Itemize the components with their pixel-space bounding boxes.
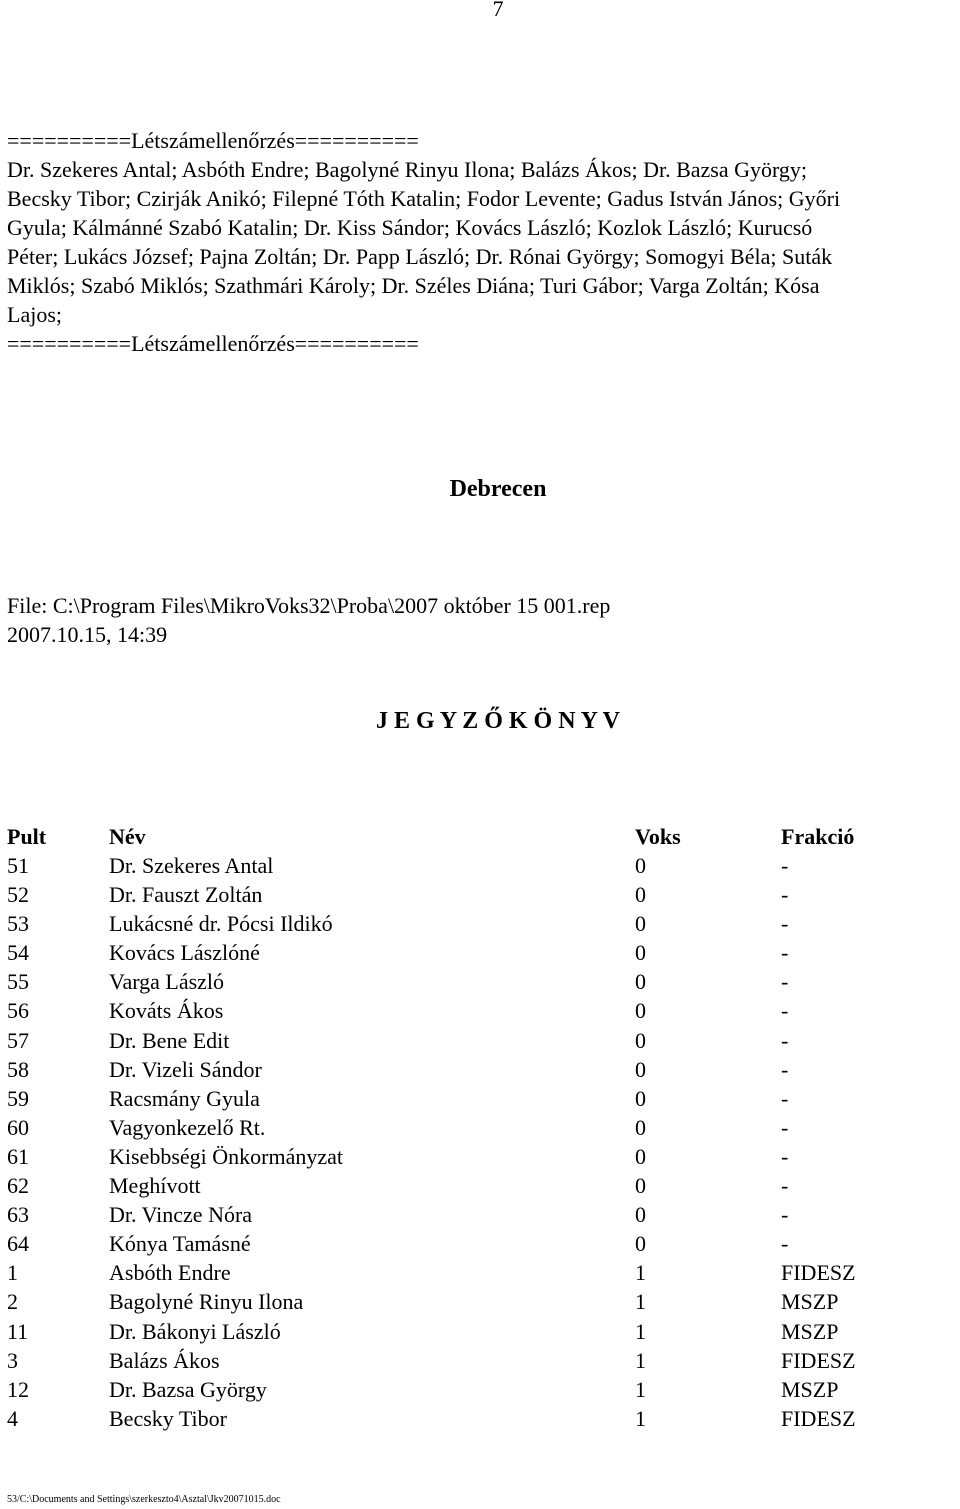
cell-voks: 1 (635, 1376, 646, 1402)
table-row (7, 1375, 887, 1404)
cell-frakcio: - (781, 1027, 789, 1053)
separator-top: ==========Létszámellenőrzés========== (7, 128, 419, 153)
cell-frakcio: - (781, 1114, 789, 1140)
cell-frakcio: - (781, 853, 789, 878)
cell-pult: 53 (7, 911, 29, 937)
cell-pult: 51 (7, 853, 29, 878)
cell-voks: 0 (635, 1114, 646, 1140)
cell-pult: 1 (7, 1260, 18, 1286)
cell-voks: 0 (635, 1027, 646, 1053)
cell-nev: Kónya Tamásné (109, 1231, 251, 1257)
vote-table (7, 822, 887, 1433)
table-row (7, 938, 887, 967)
cell-voks: 0 (635, 998, 646, 1024)
cell-pult: 63 (7, 1202, 29, 1228)
table-row (7, 1171, 887, 1200)
cell-nev: Dr. Bene Edit (109, 1027, 230, 1053)
cell-nev: Dr. Szekeres Antal (109, 853, 274, 878)
cell-voks: 1 (635, 1318, 646, 1344)
cell-frakcio: FIDESZ (781, 1260, 856, 1286)
cell-pult: 4 (7, 1405, 18, 1431)
cell-frakcio: MSZP (781, 1376, 839, 1402)
cell-pult: 58 (7, 1056, 29, 1082)
cell-nev: Dr. Vincze Nóra (109, 1202, 253, 1228)
cell-nev: Balázs Ákos (109, 1347, 220, 1373)
cell-nev: Dr. Fauszt Zoltán (109, 882, 263, 908)
cell-frakcio: - (781, 911, 789, 937)
table-row (7, 996, 887, 1025)
cell-pult: 12 (7, 1376, 29, 1402)
cell-frakcio: - (781, 1143, 789, 1169)
table-row (7, 1258, 887, 1287)
cell-nev: Lukácsné dr. Pócsi Ildikó (109, 911, 333, 937)
cell-frakcio: FIDESZ (781, 1347, 856, 1373)
cell-voks: 1 (635, 1289, 646, 1315)
header-frakcio: Frakció (781, 824, 855, 849)
cell-frakcio: - (781, 1202, 789, 1228)
cell-nev: Kovács Lászlóné (109, 940, 260, 966)
table-row (7, 1055, 887, 1084)
table-row (7, 1026, 887, 1055)
attendance-line: Gyula; Kálmánné Szabó Katalin; Dr. Kiss Sándor; Kovács László; Kozlok László; Kurucsó (7, 215, 813, 240)
cell-voks: 0 (635, 969, 646, 995)
header-voks: Voks (635, 824, 681, 849)
cell-pult: 59 (7, 1085, 29, 1111)
cell-voks: 0 (635, 911, 646, 937)
cell-frakcio: - (781, 1173, 789, 1199)
table-header-row (7, 822, 887, 851)
cell-frakcio: - (781, 940, 789, 966)
table-row (7, 851, 887, 880)
header-pult: Pult (7, 824, 47, 849)
table-row (7, 1317, 887, 1346)
attendance-line: Dr. Szekeres Antal; Asbóth Endre; Bagolyné Rinyu Ilona; Balázs Ákos; Dr. Bazsa György; (7, 157, 808, 182)
cell-frakcio: MSZP (781, 1289, 839, 1315)
cell-nev: Kisebbségi Önkormányzat (109, 1143, 343, 1169)
cell-voks: 1 (635, 1260, 646, 1286)
cell-frakcio: - (781, 998, 789, 1024)
cell-frakcio: - (781, 969, 789, 995)
cell-pult: 56 (7, 998, 29, 1024)
page-number: 7 (492, 0, 504, 21)
cell-frakcio: - (781, 1056, 789, 1082)
cell-frakcio: MSZP (781, 1318, 839, 1344)
table-row (7, 1200, 887, 1229)
table-row (7, 1346, 887, 1375)
cell-voks: 0 (635, 1202, 646, 1228)
cell-pult: 54 (7, 940, 29, 966)
cell-nev: Kováts Ákos (109, 998, 224, 1024)
cell-voks: 0 (635, 1173, 646, 1199)
cell-nev: Asbóth Endre (109, 1260, 231, 1286)
cell-frakcio: FIDESZ (781, 1405, 856, 1431)
file-path: File: C:\Program Files\MikroVoks32\Proba\2007 október 15 001.rep (7, 593, 611, 618)
header-nev: Név (109, 824, 146, 849)
cell-voks: 1 (635, 1405, 646, 1431)
cell-pult: 64 (7, 1231, 29, 1257)
cell-nev: Vagyonkezelő Rt. (109, 1114, 266, 1140)
attendance-line: Lajos; (7, 302, 62, 327)
cell-nev: Dr. Vizeli Sándor (109, 1056, 262, 1082)
document-title: J E G Y Z Ő K Ö N Y V (375, 708, 621, 734)
cell-voks: 0 (635, 1085, 646, 1111)
cell-frakcio: - (781, 882, 789, 908)
attendance-list (7, 155, 960, 329)
cell-nev: Dr. Bákonyi László (109, 1318, 281, 1344)
cell-voks: 0 (635, 882, 646, 908)
footer-path: 53/C:\Documents and Settings\szerkeszto4\Asztal\Jkv20071015.doc (7, 1494, 281, 1505)
cell-pult: 55 (7, 969, 29, 995)
attendance-line: Péter; Lukács József; Pajna Zoltán; Dr. Papp László; Dr. Rónai György; Somogyi Béla; Suták (7, 244, 833, 269)
cell-voks: 0 (635, 1143, 646, 1169)
city-heading: Debrecen (449, 476, 547, 502)
table-body (7, 851, 887, 1433)
attendance-line: Becsky Tibor; Czirják Anikó; Filepné Tóth Katalin; Fodor Levente; Gadus István János; Győri (7, 186, 841, 211)
cell-voks: 0 (635, 1056, 646, 1082)
cell-pult: 52 (7, 882, 29, 908)
table-row (7, 880, 887, 909)
cell-voks: 0 (635, 853, 646, 878)
cell-nev: Varga László (109, 969, 225, 995)
cell-pult: 61 (7, 1143, 29, 1169)
cell-frakcio: - (781, 1085, 789, 1111)
cell-voks: 1 (635, 1347, 646, 1373)
cell-pult: 57 (7, 1027, 29, 1053)
table-row (7, 1287, 887, 1316)
table-row (7, 1113, 887, 1142)
cell-voks: 0 (635, 940, 646, 966)
separator-bottom: ==========Létszámellenőrzés========== (7, 331, 419, 356)
table-row (7, 1142, 887, 1171)
cell-nev: Meghívott (109, 1173, 201, 1199)
cell-frakcio: - (781, 1231, 789, 1257)
cell-pult: 2 (7, 1289, 18, 1315)
table-row (7, 1084, 887, 1113)
attendance-line: Miklós; Szabó Miklós; Szathmári Károly; Dr. Széles Diána; Turi Gábor; Varga Zoltán; Kósa (7, 273, 820, 298)
cell-pult: 62 (7, 1173, 29, 1199)
table-row (7, 1229, 887, 1258)
cell-nev: Bagolyné Rinyu Ilona (109, 1289, 304, 1315)
table-row (7, 1404, 887, 1433)
cell-nev: Becsky Tibor (109, 1405, 227, 1431)
cell-pult: 11 (7, 1318, 29, 1344)
cell-nev: Racsmány Gyula (109, 1085, 260, 1111)
timestamp: 2007.10.15, 14:39 (7, 622, 168, 647)
cell-nev: Dr. Bazsa György (109, 1376, 267, 1402)
cell-pult: 3 (7, 1347, 18, 1373)
table-row (7, 967, 887, 996)
cell-voks: 0 (635, 1231, 646, 1257)
cell-pult: 60 (7, 1114, 29, 1140)
table-row (7, 909, 887, 938)
